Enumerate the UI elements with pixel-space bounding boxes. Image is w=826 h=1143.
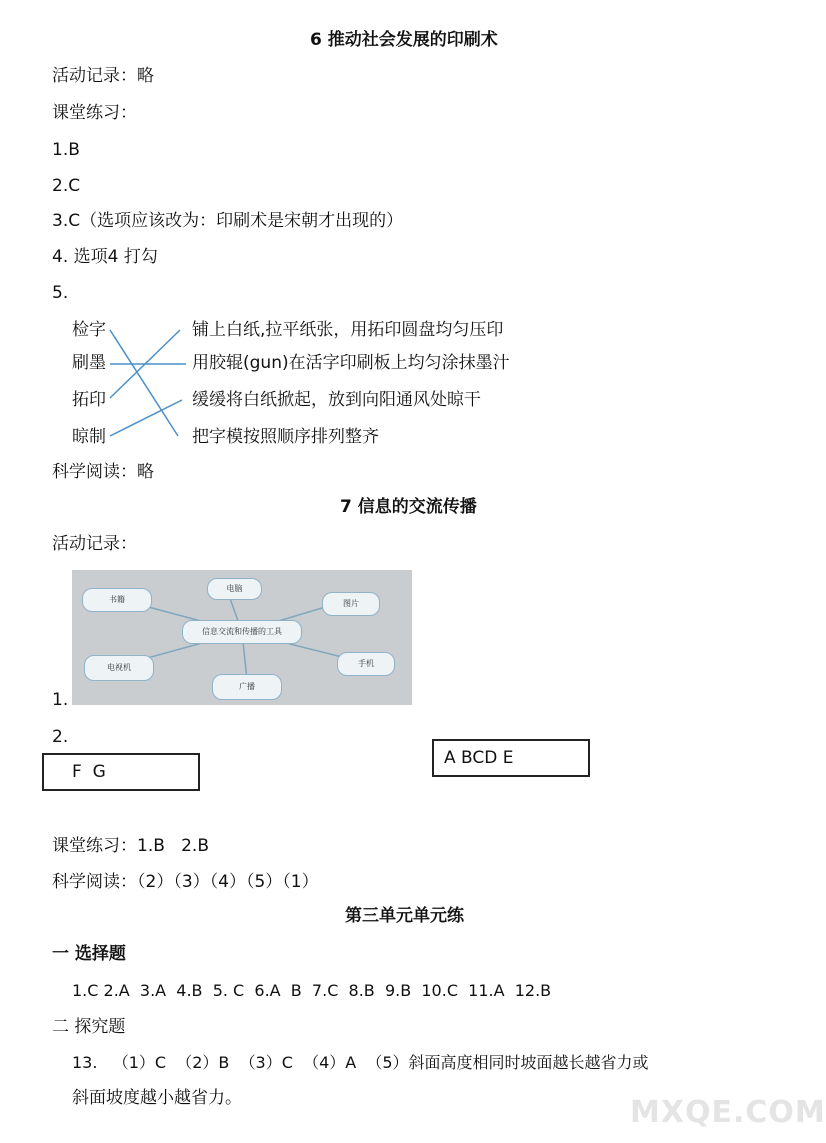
q13-line2: 斜面坡度越小越省力。 bbox=[72, 1088, 242, 1108]
mindmap-node-computer: 电脑 bbox=[207, 578, 262, 600]
section6-activity: 活动记录：略 bbox=[52, 66, 154, 86]
match-left-3: 拓印 bbox=[72, 390, 106, 410]
section7-reading: 科学阅读：（2）（3）（4）（5）（1） bbox=[52, 872, 319, 892]
mindmap-node-books: 书籍 bbox=[82, 588, 152, 612]
match-left-2: 刷墨 bbox=[72, 353, 106, 373]
unit3-title: 第三单元单元练 bbox=[345, 906, 464, 926]
section6-title: 6 推动社会发展的印刷术 bbox=[310, 30, 498, 50]
match-right-4: 把字模按照顺序排列整齐 bbox=[192, 427, 379, 447]
watermark: MXQE.COM bbox=[630, 1095, 826, 1130]
section7-practice: 课堂练习：1.B 2.B bbox=[52, 836, 209, 856]
answer-box-right: A BCD E bbox=[432, 739, 590, 777]
section7-title: 7 信息的交流传播 bbox=[340, 497, 477, 517]
section6-practice-label: 课堂练习： bbox=[52, 103, 137, 123]
explore-heading: 二 探究题 bbox=[52, 1017, 126, 1037]
q2-label: 2. bbox=[52, 727, 69, 747]
answer-box-left: F G bbox=[42, 753, 200, 791]
match-lines bbox=[0, 0, 800, 480]
choice-answers: 1.C 2.A 3.A 4.B 5. C 6.A B 7.C 8.B 9.B 10.C 11.A 12.B bbox=[72, 981, 552, 1000]
match-right-1: 铺上白纸,拉平纸张，用拓印圆盘均匀压印 bbox=[192, 320, 504, 340]
answer-3: 3.C（选项应该改为：印刷术是宋朝才出现的） bbox=[52, 211, 404, 231]
section7-activity: 活动记录： bbox=[52, 534, 137, 554]
match-line-1 bbox=[110, 330, 178, 436]
answer-4: 4. 选项4 打勾 bbox=[52, 247, 158, 267]
match-left-4: 晾制 bbox=[72, 427, 106, 447]
mindmap-center: 信息交流和传播的工具 bbox=[182, 620, 302, 644]
answer-1: 1.B bbox=[52, 140, 80, 160]
mindmap-node-phone: 手机 bbox=[337, 652, 395, 676]
q1-label: 1. bbox=[52, 690, 69, 710]
section6-reading: 科学阅读：略 bbox=[52, 462, 154, 482]
match-line-4 bbox=[110, 400, 182, 436]
match-left-1: 检字 bbox=[72, 320, 106, 340]
mindmap-photo bbox=[72, 570, 412, 705]
mindmap-node-tv: 电视机 bbox=[84, 655, 154, 681]
answer-5: 5. bbox=[52, 283, 69, 303]
answer-2: 2.C bbox=[52, 176, 81, 196]
choice-heading: 一 选择题 bbox=[52, 944, 126, 964]
match-right-2: 用胶辊(gun)在活字印刷板上均匀涂抹墨汁 bbox=[192, 353, 510, 373]
q13-line1: 13. （1）C （2）B （3）C （4）A （5）斜面高度相同时坡面越长越省力或 bbox=[72, 1053, 649, 1072]
match-right-3: 缓缓将白纸掀起，放到向阳通风处晾干 bbox=[192, 390, 481, 410]
mindmap-node-picture: 图片 bbox=[322, 592, 380, 616]
mindmap-node-radio: 广播 bbox=[212, 674, 282, 700]
